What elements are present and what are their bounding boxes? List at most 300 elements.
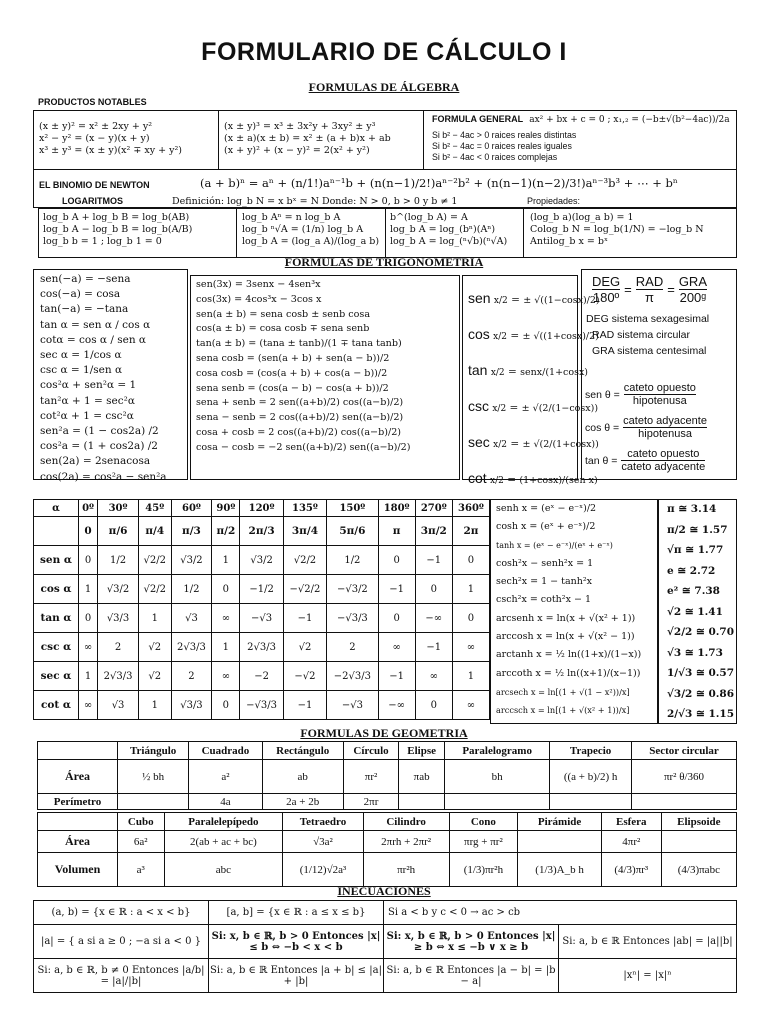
col-header: 360º [452, 500, 489, 517]
hyperbolic-formulas [496, 500, 641, 720]
half-arg: x/2 [490, 476, 504, 486]
table-cell: √3/2 [98, 575, 139, 604]
formula: sen(3x) = 3senx − 4sen³x [196, 279, 321, 290]
formula: cos²a = (1 + cos2a) /2 [40, 440, 158, 453]
formula: csc α = 1/sen α [40, 364, 123, 377]
log-col-3 [390, 212, 507, 248]
formula: cosh x = (eˣ + e⁻ˣ)/2 [496, 521, 596, 533]
ratio-den: hipotenusa [624, 394, 696, 407]
formula: sena + senb = 2 sen((a+b)/2) cos((a−b)/2) [196, 397, 404, 409]
half-fn: cot [468, 470, 487, 486]
table-cell: Si: a, b ∈ ℝ, b ≠ 0 Entonces |a/b| = |a|/|b| [34, 959, 209, 993]
table-cell: 0 [79, 517, 98, 546]
half-angle-list: sen x/2 = ± √((1−cosx)/2) cos x/2 = ± √((1+cosx)/2) tan x/2 = senx/(1+cosx) csc x/2 = ± √(2/(1−cosx)) sec x/2 = ± √(2/(1+cosx)) cot x/2 = (1+cosx)/(sen x) [468, 290, 600, 486]
col-header: 30º [98, 500, 139, 517]
log-definition: Definición: log_b N = x bˣ = N Donde: N > 0, b > 0 y b ≠ 1 [172, 196, 458, 207]
col-header: Trapecio [550, 742, 632, 760]
log-col-4 [530, 212, 704, 248]
formula: (x ± y)² = x² ± 2xy + y² [39, 121, 153, 132]
row-header: sen α [34, 546, 79, 575]
table-cell: 0 [212, 691, 240, 720]
table-row [34, 691, 490, 720]
unit-deg: DEG [592, 274, 621, 289]
table-cell: Si: a, b ∈ ℝ Entonces |ab| = |a||b| [559, 925, 737, 959]
formula: (x ± y)³ = x³ ± 3x²y + 3xy² ± y³ [224, 121, 376, 132]
row-header: Área [38, 760, 118, 794]
table-cell: 0 [415, 575, 452, 604]
unit-rad: RAD [635, 274, 664, 289]
formula: cos²α + sen²α = 1 [40, 379, 137, 392]
table-cell: ∞ [415, 662, 452, 691]
table-cell: −2√3/3 [327, 662, 379, 691]
disc-line: Si b² − 4ac < 0 raices complejas [432, 152, 558, 163]
half-fn: csc [468, 398, 489, 414]
row-header: Área [38, 831, 118, 853]
table-cell: −1 [378, 575, 415, 604]
constant: 2/√3 ≅ 1.15 [667, 708, 735, 720]
binomio-newton-label: EL BINOMIO DE NEWTON [39, 180, 150, 190]
table-cell: π [378, 517, 415, 546]
half-value: (1+cosx)/(sen x) [519, 475, 598, 486]
table-cell: |a| = { a si a ≥ 0 ; −a si a < 0 } [34, 925, 209, 959]
ratio-num: cateto opuesto [627, 448, 700, 460]
table-cell [661, 831, 736, 853]
table-row [34, 901, 737, 925]
col-header: 60º [171, 500, 212, 517]
constant: √2/2 ≅ 0.70 [667, 626, 735, 638]
half-value: ± √(2/(1−cosx)) [521, 403, 599, 414]
table-cell: −√2 [283, 662, 326, 691]
table-cell: 4πr² [601, 831, 661, 853]
table-row [34, 959, 737, 993]
col-header: 150º [327, 500, 379, 517]
unit-rad-den: π [636, 289, 663, 305]
col-header: 180º [378, 500, 415, 517]
table-cell: 4a [189, 794, 262, 810]
section-geometry-heading: FORMULAS DE GEOMETRIA [300, 726, 468, 740]
formula-general-label: FORMULA GENERAL [432, 114, 524, 124]
trig-sum-formulas [196, 278, 411, 456]
table-cell: 0 [79, 546, 98, 575]
table-cell: ∞ [378, 633, 415, 662]
productos-col-2 [224, 121, 391, 157]
table-cell: (1/3)A_b h [518, 853, 602, 887]
constant: √3 ≅ 1.73 [667, 646, 723, 659]
table-row [34, 546, 490, 575]
col-header: Círculo [343, 742, 398, 760]
formula: (x + y)² + (x − y)² = 2(x² + y²) [224, 144, 370, 156]
table-header-row [38, 813, 737, 831]
table-cell: √2 [138, 662, 171, 691]
constants-list [667, 499, 734, 725]
table-cell: πab [399, 760, 445, 794]
trig-identities [40, 272, 167, 485]
ratio-den: cateto adyacente [621, 461, 706, 473]
col-header: 90º [212, 500, 240, 517]
unit-desc: GRA sistema centesimal [592, 345, 707, 357]
unit-gra-den: 200ᵍ [679, 290, 707, 305]
log-divider [523, 209, 524, 257]
table-cell: πr² [343, 760, 398, 794]
table-cell: Si: x, b ∈ ℝ, b > 0 Entonces |x| ≥ b ⇔ x ≤ −b ∨ x ≥ b [384, 925, 559, 959]
table-cell: −2 [240, 662, 283, 691]
table-cell: −1 [283, 691, 326, 720]
table-row-radians [34, 517, 490, 546]
table-cell [118, 794, 189, 810]
disc-line: Si b² − 4ac > 0 raices reales distintas [432, 130, 577, 141]
table-cell: √3 [98, 691, 139, 720]
table-cell: √2/2 [283, 546, 326, 575]
table-cell: 0 [378, 604, 415, 633]
col-header: 135º [283, 500, 326, 517]
constant: 1/√3 ≅ 0.57 [667, 667, 735, 679]
col-header: Cuadrado [189, 742, 262, 760]
table-cell: ((a + b)/2) h [550, 760, 632, 794]
table-cell: 2πr [343, 794, 398, 810]
formula: tan(−a) = −tana [40, 303, 129, 316]
geometry-2d-table [37, 741, 737, 810]
unit-desc: DEG sistema sexagesimal [586, 313, 710, 325]
table-cell: 1 [452, 575, 489, 604]
col-header: Tetraedro [283, 813, 363, 831]
formula: sen²a = (1 − cos2a) /2 [40, 425, 159, 438]
productos-notables-label: PRODUCTOS NOTABLES [38, 97, 147, 107]
table-cell: 1 [79, 575, 98, 604]
constant: e ≅ 2.72 [667, 564, 716, 577]
table-cell: Si: a, b ∈ ℝ Entonces |a + b| ≤ |a| + |b| [209, 959, 384, 993]
row-header: tan α [34, 604, 79, 633]
unit-deg-den: 180º [592, 290, 620, 305]
ratio-fn: cos θ = [585, 421, 620, 434]
constant: √3/2 ≅ 0.86 [667, 687, 735, 700]
log-col-1 [43, 212, 192, 248]
table-cell: √2 [138, 633, 171, 662]
table-cell: ∞ [212, 604, 240, 633]
geometry-3d-table [37, 812, 737, 887]
table-cell: (1/3)πr²h [449, 853, 518, 887]
table-cell: 1 [138, 691, 171, 720]
disc-line: Si b² − 4ac = 0 raices reales iguales [432, 141, 572, 152]
col-header: 270º [415, 500, 452, 517]
half-arg: x/2 [493, 440, 507, 450]
col-header: Cubo [118, 813, 165, 831]
log-props-label: Propiedades: [527, 196, 581, 206]
table-row [34, 633, 490, 662]
formula: tan²α + 1 = sec²α [40, 394, 135, 407]
table-cell: √2/2 [138, 546, 171, 575]
table-cell: 2√3/3 [98, 662, 139, 691]
col-header: Paralelepípedo [164, 813, 283, 831]
unit-descriptions [586, 311, 709, 359]
table-cell: −1/2 [240, 575, 283, 604]
algebra-divider-h [34, 169, 736, 170]
constant: √π ≅ 1.77 [667, 544, 724, 556]
formula: log_b A = log_(bⁿ)(Aⁿ) [390, 223, 496, 235]
formula: sen(−a) = −sena [40, 273, 131, 285]
table-row [34, 575, 490, 604]
row-header: cot α [34, 691, 79, 720]
formula: log_b Aⁿ = n log_b A [242, 212, 341, 223]
half-arg: x/2 [492, 404, 507, 414]
formula: log_b ⁿ√A = (1/n) log_b A [242, 223, 364, 235]
table-cell: ∞ [452, 691, 489, 720]
constant: √2 ≅ 1.41 [667, 605, 723, 618]
formula: cot²α + 1 = csc²α [40, 409, 134, 422]
row-header: Perímetro [38, 794, 118, 810]
table-cell: √3/2 [240, 546, 283, 575]
table-cell: −√3 [240, 604, 283, 633]
table-cell: 0 [212, 575, 240, 604]
table-cell: 2 [98, 633, 139, 662]
quadratic-formula: ax² + bx + c = 0 ; x₁,₂ = (−b±√(b²−4ac))/2a [529, 115, 730, 125]
half-fn: cos [468, 326, 490, 342]
formula: senh x = (eˣ − e⁻ˣ)/2 [496, 503, 597, 514]
formula: arccosh x = ln(x + √(x² − 1)) [496, 631, 635, 643]
col-header: α [34, 500, 79, 517]
col-header: Elipsoide [661, 813, 736, 831]
table-cell: 2√3/3 [240, 633, 283, 662]
table-cell: √3/3 [98, 604, 139, 633]
constant: π ≅ 3.14 [667, 503, 717, 515]
formula: cos(−a) = cosa [40, 288, 121, 301]
table-cell: 2a + 2b [262, 794, 343, 810]
table-cell: 1/2 [98, 546, 139, 575]
formula: log_b A − log_b B = log_b(A/B) [43, 223, 193, 235]
table-cell: 1 [212, 633, 240, 662]
table-cell: |xⁿ| = |x|ⁿ [559, 959, 737, 993]
productos-col-1 [39, 121, 182, 157]
table-cell: −√3 [327, 691, 379, 720]
table-cell: 1/2 [327, 546, 379, 575]
table-header-row [38, 742, 737, 760]
formula: tan α = sen α / cos α [40, 318, 151, 331]
table-cell: Si: x, b ∈ ℝ, b > 0 Entonces |x| ≤ b ⇔ −b < x < b [209, 925, 384, 959]
table-cell: π/4 [138, 517, 171, 546]
table-cell: πr²h [363, 853, 449, 887]
ratio-num: cateto opuesto [623, 382, 696, 394]
section-ineq-heading: INECUACIONES [337, 884, 431, 898]
half-arg: x/2 [493, 296, 508, 306]
formula: log_b A = (log_a A)/(log_a b) [242, 235, 380, 247]
table-cell: 2πrh + 2πr² [363, 831, 449, 853]
half-value: ± √((1−cosx)/2) [523, 295, 600, 306]
col-header: Triángulo [118, 742, 189, 760]
table-cell: √3/3 [171, 691, 212, 720]
table-cell: 0 [452, 604, 489, 633]
table-row [38, 853, 737, 887]
formula: arccsch x = ln[(1 + √(x² + 1))/x] [496, 705, 630, 716]
formula: csch²x = coth²x − 1 [496, 594, 591, 606]
table-cell: −1 [415, 633, 452, 662]
col-header [38, 742, 118, 760]
table-cell [445, 794, 550, 810]
algebra-divider-2 [423, 111, 424, 169]
unit-gra: GRA [678, 274, 707, 289]
table-row [38, 831, 737, 853]
table-cell: 1 [452, 662, 489, 691]
table-cell: −∞ [415, 604, 452, 633]
table-cell: −1 [415, 546, 452, 575]
col-header: Sector circular [632, 742, 737, 760]
table-cell: ab [262, 760, 343, 794]
table-cell: 0 [452, 546, 489, 575]
col-header [38, 813, 118, 831]
col-header: 120º [240, 500, 283, 517]
table-cell: 0 [378, 546, 415, 575]
table-cell: bh [445, 760, 550, 794]
table-cell: −1 [378, 662, 415, 691]
formula: (log_b a)(log_a b) = 1 [530, 212, 634, 223]
table-cell: 5π/6 [327, 517, 379, 546]
log-divider [236, 209, 237, 257]
formula: tan(a ± b) = (tana ± tanb)/(1 ∓ tana tanb) [196, 338, 402, 350]
half-value: ± √(2/(1+cosx)) [522, 439, 599, 450]
col-header: Cono [449, 813, 518, 831]
table-cell: π/3 [171, 517, 212, 546]
unit-desc: RAD sistema circular [592, 329, 691, 341]
col-header: Paralelogramo [445, 742, 550, 760]
table-cell: 1 [79, 662, 98, 691]
table-cell: π/2 [212, 517, 240, 546]
half-value: senx/(1+cosx) [520, 367, 589, 378]
table-row [34, 662, 490, 691]
col-header: Rectángulo [262, 742, 343, 760]
formula: Antilog_b x = bˣ [530, 235, 608, 247]
col-header: 45º [138, 500, 171, 517]
formula: sen(a ± b) = sena cosb ± senb cosa [196, 308, 371, 320]
col-header: Pirámide [518, 813, 602, 831]
table-cell: 2√3/3 [171, 633, 212, 662]
formula: arcsenh x = ln(x + √(x² + 1)) [496, 612, 636, 624]
table-cell: √2/2 [138, 575, 171, 604]
table-cell: √3/2 [171, 546, 212, 575]
table-cell: −√3/2 [327, 575, 379, 604]
table-cell: 2(ab + ac + bc) [164, 831, 283, 853]
table-cell: ∞ [452, 633, 489, 662]
table-cell [550, 794, 632, 810]
formula: arctanh x = ½ ln((1+x)/(1−x)) [496, 649, 642, 661]
row-header: csc α [34, 633, 79, 662]
table-cell: 2 [327, 633, 379, 662]
trig-values-table [33, 499, 490, 720]
table-cell: a² [189, 760, 262, 794]
formula: log_b A + log_b B = log_b(AB) [43, 212, 190, 223]
half-fn: tan [468, 362, 488, 378]
table-row [34, 925, 737, 959]
table-cell: −√3/3 [327, 604, 379, 633]
table-cell: 3π/2 [415, 517, 452, 546]
table-cell: (4/3)πabc [661, 853, 736, 887]
table-cell: 0 [79, 604, 98, 633]
table-cell: 0 [415, 691, 452, 720]
table-cell: ∞ [212, 662, 240, 691]
table-cell: abc [164, 853, 283, 887]
table-cell [34, 517, 79, 546]
formula: cosa − cosb = −2 sen((a+b)/2) sen((a−b)/2) [196, 441, 411, 453]
table-cell: 1/2 [171, 575, 212, 604]
formula: sena cosb = (sen(a + b) + sen(a − b))/2 [196, 352, 390, 364]
formula: sen(2a) = 2senacosa [40, 455, 151, 468]
formula: sena senb = (cos(a − b) − cos(a + b))/2 [196, 382, 389, 394]
half-arg: x/2 [490, 368, 505, 378]
table-header-row [34, 500, 490, 517]
formula: b^(log_b A) = A [390, 212, 468, 223]
log-col-2 [242, 212, 379, 248]
formula: cosh²x − senh²x = 1 [496, 557, 594, 569]
table-cell: −√3/3 [240, 691, 283, 720]
formula: cos(2a) = cos²a − sen²a [40, 470, 167, 483]
formula: Colog_b N = log_b(1/N) = −log_b N [530, 223, 704, 235]
trig-ratios [585, 378, 707, 477]
page-title: FORMULARIO DE CÁLCULO I [201, 38, 567, 66]
formula: sech²x = 1 − tanh²x [496, 576, 593, 588]
table-cell: πr² θ/360 [632, 760, 737, 794]
section-trig-heading: FORMULAS DE TRIGONOMETRIA [284, 255, 484, 269]
col-header: Esfera [601, 813, 661, 831]
table-row [38, 794, 737, 810]
table-cell: 6a² [118, 831, 165, 853]
formula: cos(a ± b) = cosa cosb ∓ sena senb [196, 323, 370, 335]
algebra-divider-1 [218, 111, 219, 169]
logaritmos-label: LOGARITMOS [62, 196, 123, 206]
table-cell: √2 [283, 633, 326, 662]
half-value: ± √((1+cosx)/2) [522, 331, 599, 342]
formula: log_b A = log_(ⁿ√b)(ⁿ√A) [390, 235, 508, 247]
half-fn: sen [468, 290, 491, 306]
ratio-fn: sen θ = [585, 388, 620, 401]
table-cell: (4/3)πr³ [601, 853, 661, 887]
table-cell [399, 794, 445, 810]
table-cell: −√2/2 [283, 575, 326, 604]
formula: cosa + cosb = 2 cos((a+b)/2) cos((a−b)/2) [196, 426, 402, 438]
binomio-newton-formula: (a + b)ⁿ = aⁿ + (n/1!)aⁿ⁻¹b + (n(n−1)/2!)aⁿ⁻²b² + (n(n−1)(n−2)/3!)aⁿ⁻³b³ + ⋯ + bⁿ [200, 176, 678, 190]
formula: x² − y² = (x − y)(x + y) [39, 132, 150, 144]
angle-units: DEG 180º = RAD π = GRA 200ᵍ [592, 274, 707, 305]
col-header: Elipse [399, 742, 445, 760]
formula: arccoth x = ½ ln((x+1)/(x−1)) [496, 667, 641, 679]
ratio-den: hipotenusa [623, 427, 707, 440]
formula: cos(3x) = 4cos³x − 3cos x [196, 293, 322, 305]
table-cell: (1/12)√2a³ [283, 853, 363, 887]
row-header: Volumen [38, 853, 118, 887]
table-cell: √3a² [283, 831, 363, 853]
half-arg: x/2 [493, 332, 507, 342]
formula: sec α = 1/cos α [40, 349, 122, 362]
table-cell [518, 831, 602, 853]
table-cell: ∞ [79, 691, 98, 720]
formula: cosa cosb = (cos(a + b) + cos(a − b))/2 [196, 367, 388, 379]
table-cell: ∞ [79, 633, 98, 662]
formula: (x ± a)(x ± b) = x² ± (a + b)x + ab [224, 132, 391, 144]
constant: π/2 ≅ 1.57 [667, 523, 728, 536]
table-cell: a³ [118, 853, 165, 887]
col-header: Cilindro [363, 813, 449, 831]
formula: tanh x = (eˣ − e⁻ˣ)/(eˣ + e⁻ˣ) [496, 540, 613, 550]
half-fn: sec [468, 434, 490, 450]
table-cell [632, 794, 737, 810]
table-cell: ½ bh [118, 760, 189, 794]
formula: arcsech x = ln[(1 + √(1 − x²))/x] [496, 686, 630, 697]
row-header: sec α [34, 662, 79, 691]
log-divider [385, 209, 386, 257]
table-cell: (a, b) = {x ∈ ℝ : a < x < b} [34, 901, 209, 925]
table-cell: −∞ [378, 691, 415, 720]
table-cell: 2π [452, 517, 489, 546]
constant: e² ≅ 7.38 [667, 585, 720, 597]
table-cell: [a, b] = {x ∈ ℝ : a ≤ x ≤ b} [209, 901, 384, 925]
table-cell: Si: a, b ∈ ℝ Entonces |a − b| = |b − a| [384, 959, 559, 993]
col-header: 0º [79, 500, 98, 517]
